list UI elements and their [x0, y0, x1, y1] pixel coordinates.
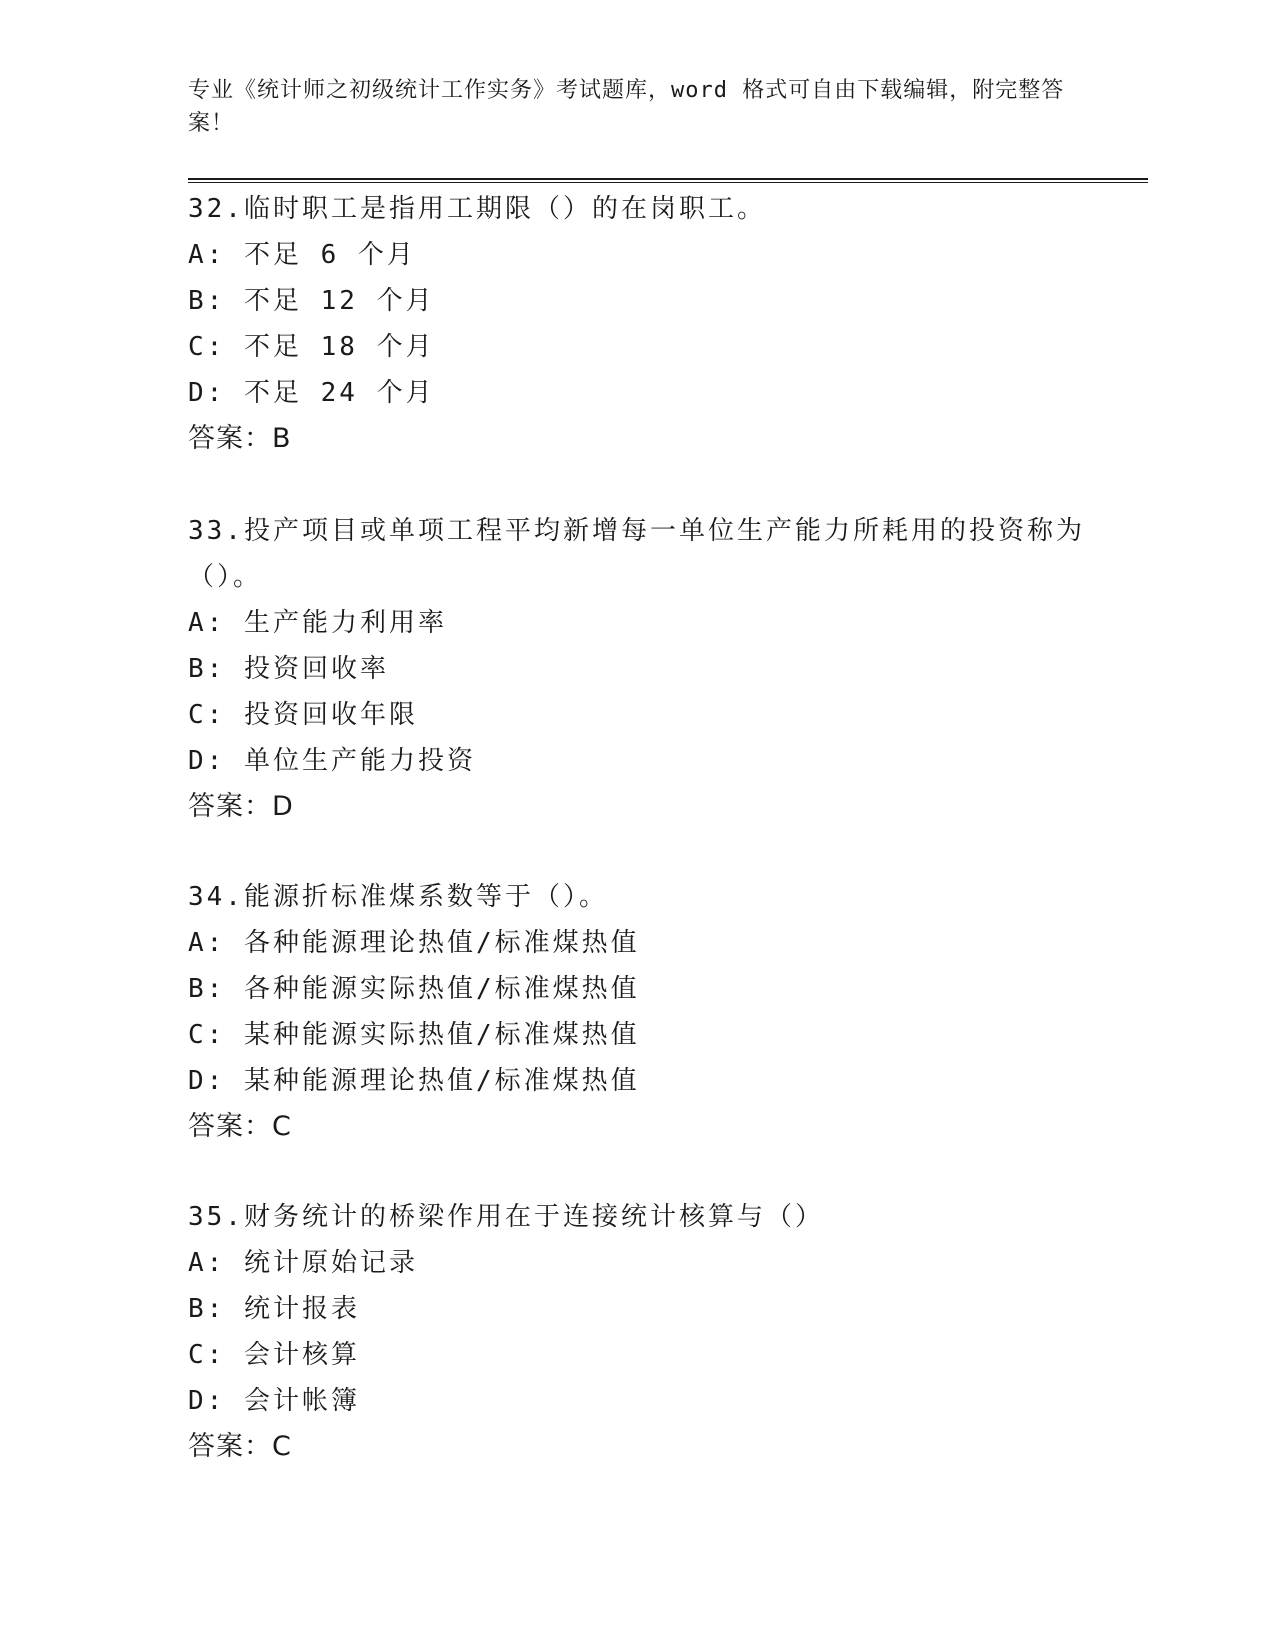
- option-b: B: 投资回收率: [188, 654, 389, 684]
- option-b: B: 统计报表: [188, 1294, 360, 1324]
- question-stem: 35.财务统计的桥梁作用在于连接统计核算与（）: [188, 1202, 824, 1232]
- document-header: 专业《统计师之初级统计工作实务》考试题库，word 格式可自由下载编辑，附完整答案！: [188, 78, 1065, 136]
- option-a: A: 统计原始记录: [188, 1248, 418, 1278]
- answer-line: 答案：B: [188, 423, 292, 454]
- answer-line: 答案：C: [188, 1431, 292, 1462]
- answer-line: 答案：D: [188, 791, 294, 822]
- question-stem: 32.临时职工是指用工期限（）的在岗职工。: [188, 194, 766, 224]
- option-c: C: 不足 18 个月: [188, 332, 435, 362]
- option-a: A: 各种能源理论热值/标准煤热值: [188, 928, 640, 958]
- option-c: C: 投资回收年限: [188, 700, 418, 730]
- question-33: [188, 508, 1108, 830]
- option-a: A: 不足 6 个月: [188, 240, 416, 270]
- question-32: [188, 186, 1108, 462]
- question-stem: 33.投产项目或单项工程平均新增每一单位生产能力所耗用的投资称为（）。: [188, 516, 1085, 592]
- option-d: D: 某种能源理论热值/标准煤热值: [188, 1066, 640, 1096]
- answer-line: 答案：C: [188, 1111, 292, 1142]
- question-34: [188, 874, 1108, 1150]
- option-c: C: 会计核算: [188, 1340, 360, 1370]
- option-d: D: 会计帐簿: [188, 1386, 360, 1416]
- option-b: B: 各种能源实际热值/标准煤热值: [188, 974, 640, 1004]
- option-b: B: 不足 12 个月: [188, 286, 435, 316]
- question-stem: 34.能源折标准煤系数等于（）。: [188, 882, 608, 912]
- question-35: [188, 1194, 1108, 1470]
- option-d: D: 单位生产能力投资: [188, 746, 476, 776]
- header-divider: [188, 178, 1148, 183]
- option-c: C: 某种能源实际热值/标准煤热值: [188, 1020, 640, 1050]
- option-d: D: 不足 24 个月: [188, 378, 435, 408]
- option-a: A: 生产能力利用率: [188, 608, 447, 638]
